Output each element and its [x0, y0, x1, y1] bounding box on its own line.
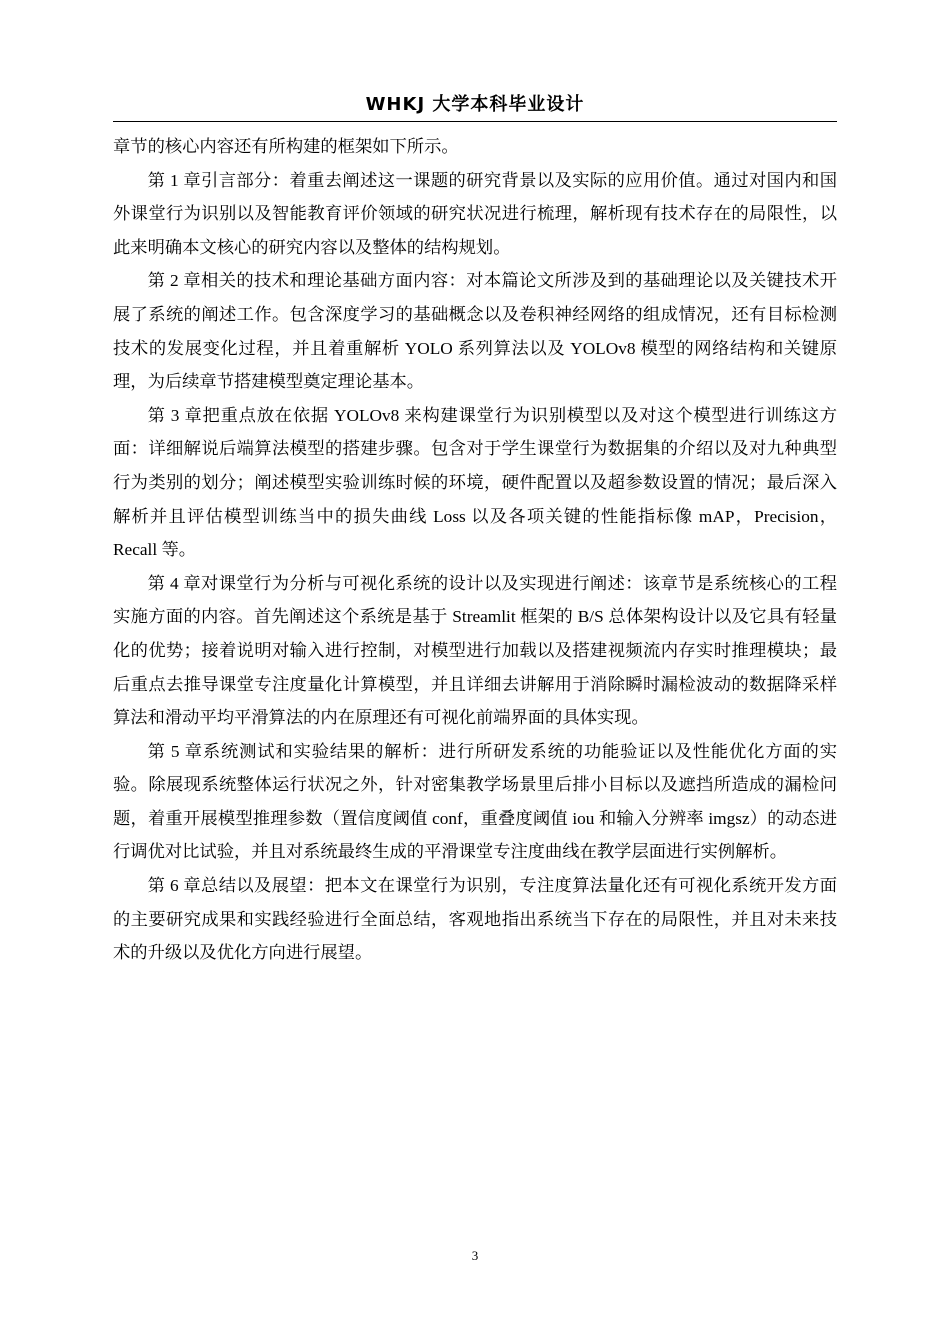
paragraph-continuation: 章节的核心内容还有所构建的框架如下所示。	[113, 137, 459, 156]
paragraph-chapter-6: 第 6 章总结以及展望：把本文在课堂行为识别，专注度算法量化还有可视化系统开发方面的主要研究成果和实践经验进行全面总结，客观地指出系统当下存在的局限性，并且对未来技术的升级以及优化方向进行展望。	[113, 876, 837, 963]
paragraph-chapter-5: 第 5 章系统测试和实验结果的解析：进行所研发系统的功能验证以及性能优化方面的实验。除展现系统整体运行状况之外，针对密集教学场景里后排小目标以及遮挡所造成的漏检问题，着重开展模型推理参数（置信度阈值 conf，重叠度阈值 iou 和输入分辨率 imgsz）的动态进行调优对比试验，并且对系统最终生成的平滑课堂专注度曲线在教学层面进行实例解析。	[113, 741, 837, 862]
page-header	[113, 92, 837, 122]
paragraph-chapter-2: 第 2 章相关的技术和理论基础方面内容：对本篇论文所涉及到的基础理论以及关键技术开展了系统的阐述工作。包含深度学习的基础概念以及卷积神经网络的组成情况，还有目标检测技术的发展变化过程，并且着重解析 YOLO 系列算法以及 YOLOv8 模型的网络结构和关键原理，为后续章节搭建模型奠定理论基本。	[113, 271, 837, 392]
document-body	[113, 130, 837, 970]
header-title: WHKJ 大学本科毕业设计	[365, 94, 585, 115]
paragraph-chapter-1: 第 1 章引言部分：着重去阐述这一课题的研究背景以及实际的应用价值。通过对国内和国外课堂行为识别以及智能教育评价领域的研究状况进行梳理，解析现有技术存在的局限性，以此来明确本文核心的研究内容以及整体的结构规划。	[113, 170, 837, 257]
paragraph-chapter-4: 第 4 章对课堂行为分析与可视化系统的设计以及实现进行阐述：该章节是系统核心的工程实施方面的内容。首先阐述这个系统是基于 Streamlit 框架的 B/S 总体架构设计以及它具有轻量化的优势；接着说明对输入进行控制，对模型进行加载以及搭建视频流内存实时推理模块；最后重点去推导课堂专注度量化计算模型，并且详细去讲解用于消除瞬时漏检波动的数据降采样算法和滑动平均平滑算法的内在原理还有可视化前端界面的具体实现。	[113, 573, 837, 728]
paragraph-chapter-3: 第 3 章把重点放在依据 YOLOv8 来构建课堂行为识别模型以及对这个模型进行训练这方面：详细解说后端算法模型的搭建步骤。包含对于学生课堂行为数据集的介绍以及对九种典型行为类别的划分；阐述模型实验训练时候的环境，硬件配置以及超参数设置的情况；最后深入解析并且评估模型训练当中的损失曲线 Loss 以及各项关键的性能指标像 mAP，Precision，Recall 等。	[113, 405, 837, 560]
page-number: 3	[471, 1248, 479, 1263]
